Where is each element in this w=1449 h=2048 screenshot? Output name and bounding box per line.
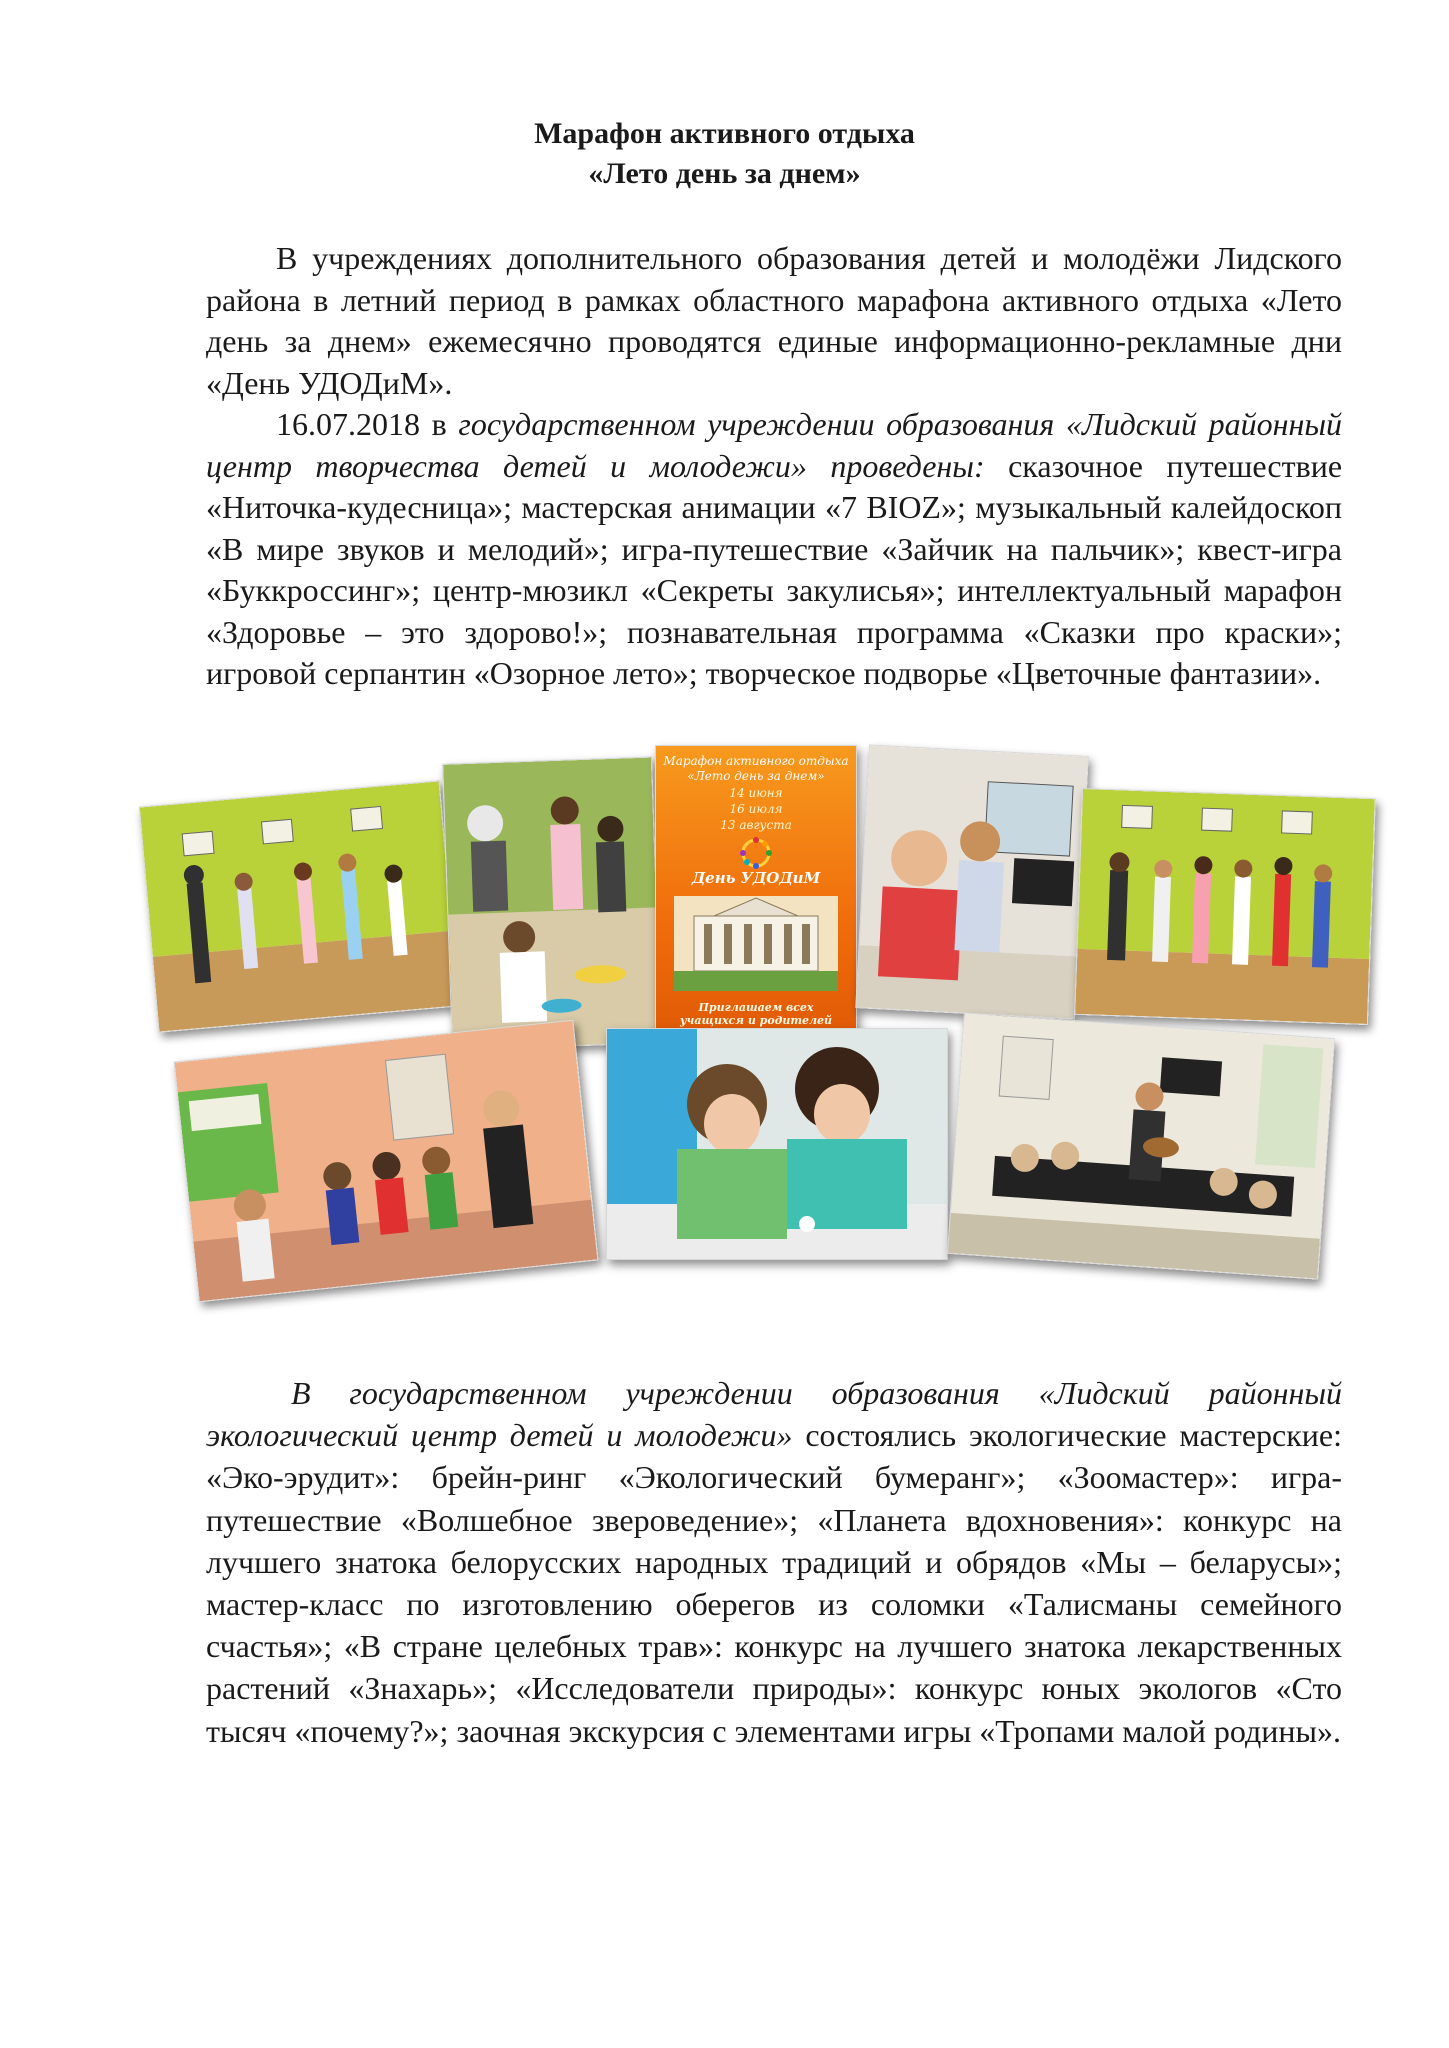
poster-invite (656, 1001, 856, 1027)
photo-dance-hall (139, 780, 460, 1032)
center1-date: 16.07.2018 в (276, 406, 447, 442)
photo-computer-class (855, 744, 1089, 1019)
center2-paragraph (206, 1372, 1342, 1752)
intro-section (206, 238, 1342, 695)
center2-institution: В государственном учреждении образования «Лидский районный экологический центр детей и молодежи» (206, 1375, 1342, 1454)
center2-section (206, 1372, 1342, 1752)
poster-invite-line-2: учащихся и родителей (679, 1014, 833, 1027)
poster-date-1: 14 июня (729, 786, 783, 800)
center1-paragraph (206, 404, 1342, 695)
poster-brand: День УДОДиМ (691, 869, 821, 887)
building-icon (674, 896, 838, 991)
photo-green-hall (1074, 788, 1376, 1025)
photo-crafting-table (442, 756, 662, 1050)
document-title (0, 114, 1449, 194)
photo-music-class (947, 1012, 1335, 1279)
event-poster (655, 745, 857, 1037)
poster-emblem-icon (726, 837, 786, 869)
poster-line-1: Марафон активного отдыха (663, 754, 849, 768)
intro-paragraph: В учреждениях дополнительного образования детей и молодёжи Лидского района в летний период в рамках областного марафона активного отдыха «Лето день за днем» ежемесячно проводятся единые информационно-рекламные дни «День УДОДиМ». (206, 240, 1342, 401)
center2-events: состоялись экологические мастерские: «Эко-эрудит»: брейн-ринг «Экологический бумеранг»; «Зоомастер»: игра-путешествие «Волшебное звероведение»; «Планета вдохновения»: конкурс на лучшего знатока белорусских народных традиций и обрядов «Мы – беларусы»; мастер-класс по изготовлению оберегов из соломки «Талисманы семейного счастья»; «В стране целебных трав»: конкурс на лучшего знатока лекарственных растений «Знахарь»; «Исследователи природы»: конкурс юных экологов «Сто тысяч «почему?»; заочная экскурсия с элементами игры «Тропами малой родины». (206, 1417, 1343, 1749)
center1-events: сказочное путешествие «Ниточка-кудесница»; мастерская анимации «7 BIOZ»; музыкальный калейдоскоп «В мире звуков и мелодий»; игра-путешествие «Зайчик на пальчик»; квест-игра «Буккроссинг»; центр-мюзикл «Секреты закулисья»; интеллектуальный марафон «Здоровье – это здорово!»; познавательная программа «Сказки про краски»; игровой серпантин «Озорное лето»; творческое подворье «Цветочные фантазии». (206, 447, 1343, 691)
poster-date-2: 16 июля (729, 802, 783, 816)
photo-two-girls (606, 1028, 948, 1260)
title-line-1: Марафон активного отдыха (534, 117, 915, 150)
photo-peach-room (173, 1020, 598, 1303)
poster-date-3: 13 августа (720, 818, 792, 832)
title-line-2: «Лето день за днем» (588, 157, 861, 190)
center1-institution: государственном учреждении образования «Лидский районный центр творчества детей и молодежи» проведены: (206, 406, 1343, 484)
poster-line-2: «Лето день за днем» (687, 769, 825, 783)
poster-invite-line-1: Приглашаем всех (698, 1001, 814, 1014)
